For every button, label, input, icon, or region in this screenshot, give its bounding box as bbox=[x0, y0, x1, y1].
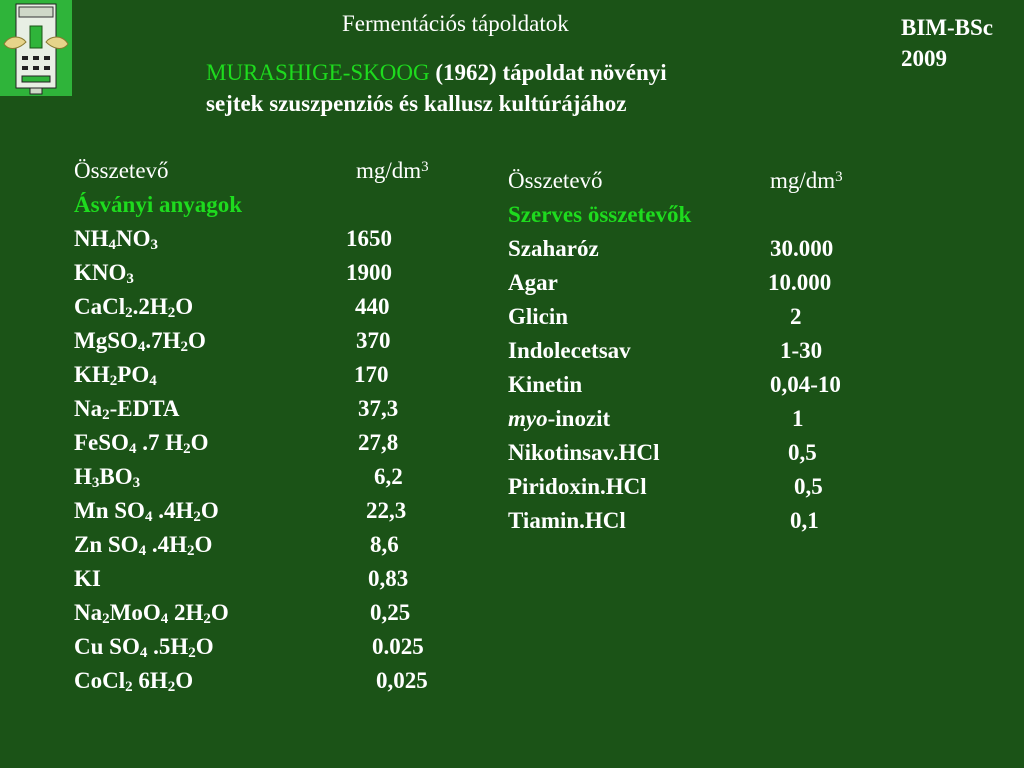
component-name: Zn $SO_4$ $.4H_2O$ bbox=[74, 532, 213, 559]
component-name: myo-inozit bbox=[508, 406, 611, 431]
table-row bbox=[508, 300, 888, 334]
component-name: Piridoxin.HCl bbox=[508, 474, 647, 499]
slide-title: Fermentációs tápoldatok bbox=[342, 11, 569, 36]
table-row bbox=[74, 290, 464, 324]
component-name: Indolecetsav bbox=[508, 338, 631, 363]
table-row bbox=[74, 664, 464, 698]
table-row bbox=[74, 630, 464, 664]
component-name: Agar bbox=[508, 270, 558, 295]
header-component: Összetevő bbox=[74, 158, 169, 183]
course-year: 2009 bbox=[901, 46, 947, 71]
concentration-value: 0.025 bbox=[372, 634, 424, 659]
logo bbox=[0, 0, 72, 96]
concentration-value: 0,83 bbox=[368, 566, 409, 591]
component-name: $Na_2MoO_4$ $2H_2O$ bbox=[74, 600, 229, 627]
concentration-value: 37,3 bbox=[358, 396, 399, 421]
fermenter-logo-icon bbox=[0, 0, 72, 96]
section-title: Szerves összetevők bbox=[508, 202, 692, 227]
mineral-rows bbox=[74, 222, 464, 698]
concentration-value: 0,5 bbox=[788, 440, 817, 465]
component-name: Mn $SO_4$ $.4H_2O$ bbox=[74, 498, 219, 525]
table-row bbox=[508, 402, 888, 436]
concentration-value: 1650 bbox=[346, 226, 392, 251]
table-row bbox=[508, 436, 888, 470]
concentration-value: 8,6 bbox=[370, 532, 399, 557]
subtitle-line2: sejtek szuszpenziós és kallusz kultúrájához bbox=[206, 91, 627, 116]
component-name: KI bbox=[74, 566, 101, 591]
component-name: $H_3BO_3$ bbox=[74, 464, 141, 491]
component-name: Glicin bbox=[508, 304, 569, 329]
table-row bbox=[74, 392, 464, 426]
concentration-value: 0,1 bbox=[790, 508, 819, 533]
table-row bbox=[74, 596, 464, 630]
table-row bbox=[74, 494, 464, 528]
component-name: Szaharóz bbox=[508, 236, 599, 261]
table-row bbox=[74, 426, 464, 460]
header-unit: $mg/dm^3$ bbox=[356, 158, 429, 183]
concentration-value: 10.000 bbox=[768, 270, 832, 295]
concentration-value: 0,5 bbox=[794, 474, 823, 499]
component-name: Tiamin.HCl bbox=[508, 508, 626, 533]
subtitle bbox=[206, 57, 846, 119]
component-name: $KH_2PO_4$ bbox=[74, 362, 157, 389]
table-row bbox=[74, 256, 464, 290]
subtitle-line1-rest: (1962) tápoldat növényi bbox=[429, 60, 667, 85]
concentration-value: 22,3 bbox=[366, 498, 407, 523]
concentration-value: 27,8 bbox=[358, 430, 399, 455]
header-component: Összetevő bbox=[508, 168, 603, 193]
table-row bbox=[508, 266, 888, 300]
table-row bbox=[508, 232, 888, 266]
concentration-value: 30.000 bbox=[770, 236, 834, 261]
component-name: $Na_2$-EDTA bbox=[74, 396, 180, 423]
table-row bbox=[508, 334, 888, 368]
organic-components-table bbox=[508, 164, 888, 538]
component-name: CoCl$_2$ $6H_2O$ bbox=[74, 668, 194, 695]
organic-rows bbox=[508, 232, 888, 538]
concentration-value: 0,025 bbox=[376, 668, 428, 693]
component-name: Cu $SO_4$ $.5H_2O$ bbox=[74, 634, 214, 661]
course-label bbox=[901, 12, 993, 74]
table-row bbox=[74, 562, 464, 596]
table-row bbox=[508, 368, 888, 402]
component-name: $CaCl_2.2H_2O$ bbox=[74, 294, 194, 321]
header-unit: $mg/dm^3$ bbox=[770, 168, 843, 193]
component-name: Kinetin bbox=[508, 372, 583, 397]
concentration-value: 440 bbox=[355, 294, 390, 319]
table-row bbox=[74, 324, 464, 358]
table-header bbox=[74, 154, 464, 188]
table-row bbox=[74, 460, 464, 494]
table-row bbox=[74, 222, 464, 256]
table-row bbox=[74, 358, 464, 392]
table-row bbox=[74, 528, 464, 562]
concentration-value: 0,25 bbox=[370, 600, 411, 625]
concentration-value: 1-30 bbox=[780, 338, 823, 363]
table-row bbox=[508, 504, 888, 538]
component-name: $NH_4NO_3$ bbox=[74, 226, 158, 253]
table-header bbox=[508, 164, 888, 198]
concentration-value: 370 bbox=[356, 328, 391, 353]
subtitle-medium-name: MURASHIGE-SKOOG bbox=[206, 60, 430, 85]
course-code: BIM-BSc bbox=[901, 15, 993, 40]
table-row bbox=[508, 470, 888, 504]
concentration-value: 0,04-10 bbox=[770, 372, 841, 397]
concentration-value: 2 bbox=[790, 304, 802, 329]
mineral-components-table bbox=[74, 154, 464, 698]
section-title: Ásványi anyagok bbox=[74, 192, 243, 217]
concentration-value: 1900 bbox=[346, 260, 392, 285]
component-name: $MgSO_4.7H_2O$ bbox=[74, 328, 206, 355]
concentration-value: 170 bbox=[354, 362, 389, 387]
component-name: FeSO$_4$ .7 $H_2O$ bbox=[74, 430, 209, 457]
component-name: $KNO_3$ bbox=[74, 260, 134, 287]
component-name: Nikotinsav.HCl bbox=[508, 440, 660, 465]
concentration-value: 6,2 bbox=[374, 464, 403, 489]
concentration-value: 1 bbox=[792, 406, 804, 431]
